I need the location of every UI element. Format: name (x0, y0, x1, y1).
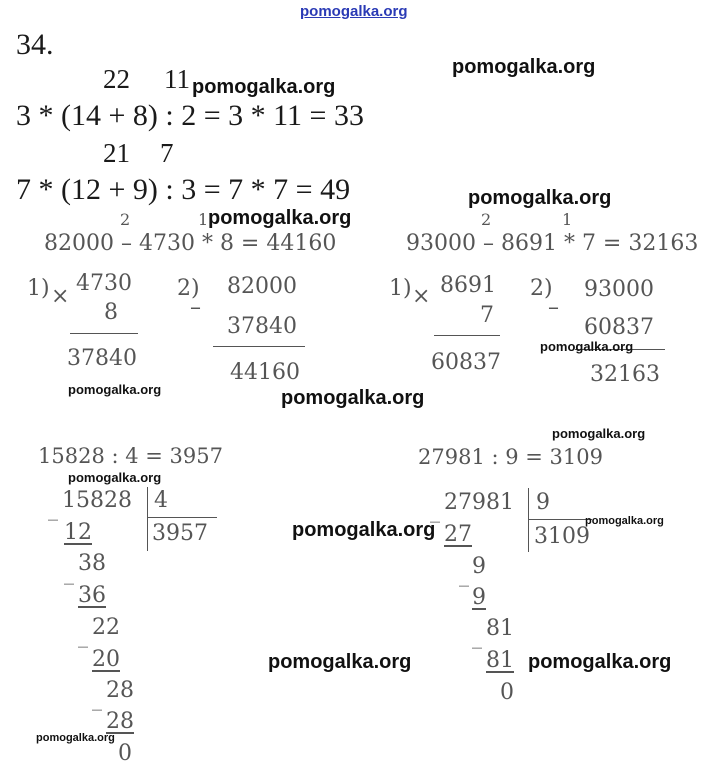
expr2-sub2: 7 (160, 138, 174, 168)
problem-number: 34. (16, 28, 54, 61)
expr1-sub1: 22 (103, 64, 130, 94)
right-order-minus: 2 (481, 210, 492, 229)
right-step1-a: 8691 (440, 273, 496, 298)
left-div-minus-3: _ (78, 624, 88, 648)
right-quotient: 3109 (534, 524, 590, 549)
watermark-11: pomogalka.org (292, 519, 436, 541)
left-row-2: 38 (78, 551, 106, 576)
left-quotient-rule (147, 517, 217, 518)
left-order-minus: 2 (120, 210, 131, 229)
right-step2-sign: – (548, 295, 559, 320)
right-div-minus-1: _ (430, 499, 440, 523)
right-expression: 93000 – 8691 * 7 = 32163 (406, 231, 699, 256)
left-row-4: 22 (92, 615, 120, 640)
watermark-5: pomogalka.org (540, 339, 634, 354)
watermark-6: pomogalka.org (68, 382, 162, 397)
right-divisor: 9 (536, 490, 550, 515)
left-div-minus-4: _ (92, 687, 102, 711)
expr1-sub2: 11 (164, 64, 190, 94)
watermark-1: pomogalka.org (192, 76, 336, 98)
right-step1-label: 1) (389, 276, 412, 301)
right-row-2: 9 (472, 554, 486, 579)
right-step2-a: 93000 (584, 277, 654, 302)
right-step1-sign: × (412, 284, 431, 309)
right-dividend: 27981 (444, 490, 514, 515)
right-division-expression: 27981 : 9 = 3109 (418, 445, 603, 469)
left-step2-label: 2) (177, 276, 200, 301)
left-row-8: 0 (118, 741, 132, 766)
left-row-1: 12 (64, 520, 92, 545)
watermark-9: pomogalka.org (68, 470, 162, 485)
watermark-2: pomogalka.org (452, 56, 596, 78)
left-quotient: 3957 (152, 521, 208, 546)
right-row-4: 81 (486, 616, 514, 641)
expr2-line: 7 * (12 + 9) : 3 = 7 * 7 = 49 (16, 173, 351, 206)
watermark-7: pomogalka.org (281, 387, 425, 409)
right-div-minus-2: _ (459, 563, 469, 587)
left-dividend: 15828 (62, 488, 132, 513)
watermark-12: pomogalka.org (268, 651, 412, 673)
expr1-line: 3 * (14 + 8) : 2 = 3 * 11 = 33 (16, 99, 364, 132)
watermark-13: pomogalka.org (528, 651, 672, 673)
expr2-sub1: 21 (103, 138, 130, 168)
right-step1-rule (434, 335, 500, 336)
left-step2-sign: – (190, 295, 201, 320)
right-quotient-rule (528, 519, 592, 520)
right-step1-result: 60837 (431, 350, 501, 375)
left-row-6: 28 (106, 678, 134, 703)
left-step1-label: 1) (27, 276, 50, 301)
right-step1-b: 7 (480, 303, 494, 328)
left-step1-sign: × (51, 284, 70, 309)
left-div-minus-1: _ (48, 497, 58, 521)
left-expression: 82000 – 4730 * 8 = 44160 (44, 231, 337, 256)
right-row-3: 9 (472, 585, 486, 610)
left-row-3: 36 (78, 583, 106, 608)
left-step1-rule (70, 333, 138, 334)
right-division-bar (528, 488, 529, 552)
left-step2-result: 44160 (230, 360, 300, 385)
left-step1-a: 4730 (76, 271, 132, 296)
watermark-10: pomogalka.org (585, 515, 664, 527)
right-row-5: 81 (486, 648, 514, 673)
right-order-mult: 1 (562, 210, 573, 229)
left-divisor: 4 (154, 488, 168, 513)
watermark-8: pomogalka.org (552, 426, 646, 441)
right-div-minus-3: _ (472, 625, 482, 649)
right-step2-result: 32163 (590, 362, 660, 387)
left-row-7: 28 (106, 709, 134, 734)
left-division-expression: 15828 : 4 = 3957 (38, 444, 223, 468)
right-row-6: 0 (500, 680, 514, 705)
watermark-3: pomogalka.org (468, 187, 612, 209)
left-division-bar (147, 487, 148, 551)
right-step2-b: 60837 (584, 315, 654, 340)
left-step2-rule (213, 346, 305, 347)
watermark-4: pomogalka.org (208, 207, 352, 229)
left-order-mult: 1 (198, 210, 209, 229)
right-step2-label: 2) (530, 276, 553, 301)
left-row-5: 20 (92, 647, 120, 672)
left-step1-result: 37840 (67, 346, 137, 371)
watermark-14: pomogalka.org (36, 732, 115, 744)
left-step1-b: 8 (104, 300, 118, 325)
left-step2-a: 82000 (227, 274, 297, 299)
top-watermark[interactable]: pomogalka.org (300, 3, 408, 20)
left-div-minus-2: _ (64, 561, 74, 585)
left-step2-b: 37840 (227, 314, 297, 339)
right-row-1: 27 (444, 522, 472, 547)
